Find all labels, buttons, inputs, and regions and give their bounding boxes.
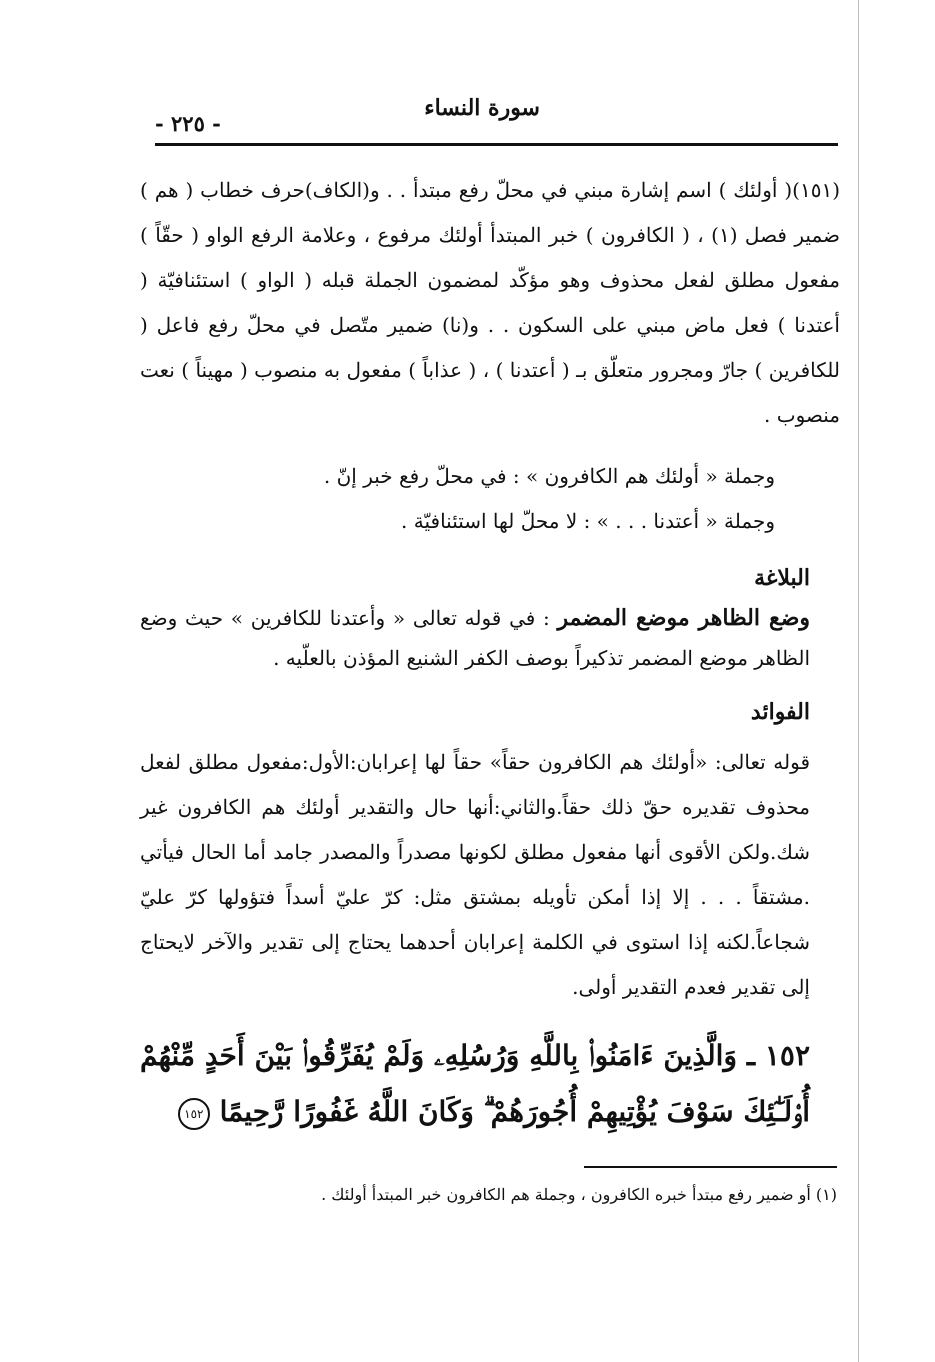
benefits-paragraph: قوله تعالى: «أولئك هم الكافرون حقاً» حقاً لها إعرابان:الأول:مفعول مطلق لفعل محذوف تقديره حقّ ذلك حقاً.والثاني:أنها حال والتقدير أولئك هم الكافرون غير شك.ولكن الأقوى أنها مفعول مطلق لكونها مصدراً والمصدر جامد أما الحال فيأتي .مشتقاً . . . إلا إذا أمكن تأويله بمشتق مثل: كرّ عليّ أسداً فتؤولها كرّ عليّ شجاعاً.لكنه إذا استوى في الكلمة إعرابان أحدهما يحتاج إلى تقدير والآخر لايحتاج إلى تقدير فعدم التقدير أولى. xyxy=(140,750,810,999)
quran-verse xyxy=(140,1028,840,1140)
surah-title: سورة النساء xyxy=(424,95,540,121)
verse-end-marker: ١٥٢ xyxy=(178,1098,210,1130)
page-edge-line xyxy=(858,0,859,1362)
sentence-position-1: وجملة « أولئك هم الكافرون » : في محلّ رفع خبر إنّ . xyxy=(323,464,775,488)
benefits-heading: الفوائد xyxy=(750,699,810,725)
verse-number: ١٥٢ ـ xyxy=(746,1039,811,1072)
grammar-paragraph: (١٥١)( أولئك ) اسم إشارة مبني في محلّ رفع مبتدأ . . و(الكاف)حرف خطاب ( هم ) ضمير فصل (١) ، ( الكافرون ) خبر المبتدأ أولئك مرفوع ، وعلامة الرفع الواو ( حقّاً ) مفعول مطلق لفعل محذوف وهو مؤكّد لمضمون الجملة قبله ( الواو ) استئنافيّة ( أعتدنا ) فعل ماض مبني على السكون . . و(نا) ضمير متّصل في محلّ رفع فاعل ( للكافرين ) جارّ ومجرور متعلّق بـ ( أعتدنا ) ، ( عذاباً ) مفعول به منصوب ( مهيناً ) نعت منصوب . xyxy=(140,178,841,427)
rhetoric-lead: وضع الظاهر موضع المضمر xyxy=(557,605,811,631)
rhetoric-paragraph xyxy=(140,598,840,678)
page-header xyxy=(155,95,830,135)
header-rule xyxy=(155,143,838,146)
rhetoric-text: : في قوله تعالى « وأعتدنا للكافرين » حيث وضع الظاهر موضع المضمر تذكيراً بوصف الكفر الشنيع المؤذن بالعلّيه . xyxy=(140,606,810,670)
verse-text: وَالَّذِينَ ءَامَنُوا۟ بِاللَّهِ وَرُسُلِهِۦ وَلَمْ يُفَرِّقُوا۟ بَيْنَ أَحَدٍ مِّنْهُمْ أُو۟لَـٰٓئِكَ سَوْفَ يُؤْتِيهِمْ أُجُورَهُمْ ۗ وَكَانَ اللَّهُ غَفُورًا رَّحِيمًا xyxy=(140,1039,810,1128)
sentence-position-2: وجملة « أعتدنا . . . » : لا محلّ لها استئنافيّة . xyxy=(401,509,775,533)
page-number: - ٢٢٥ - xyxy=(155,111,221,136)
rhetoric-heading: البلاغة xyxy=(754,565,810,591)
page-content xyxy=(140,168,840,1140)
footnote-rule xyxy=(584,1166,837,1168)
footnote: (١) أو ضمير رفع مبتدأ خبره الكافرون ، وجملة هم الكافرون خبر المبتدأ أولئك . xyxy=(321,1185,837,1204)
sentence-positions xyxy=(140,454,840,544)
